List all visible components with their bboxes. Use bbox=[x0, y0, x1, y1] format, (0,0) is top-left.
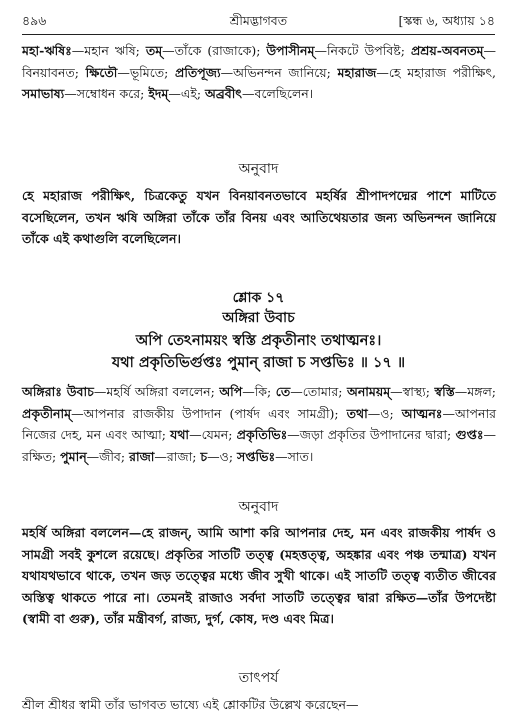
synonym-separator: — bbox=[241, 86, 255, 101]
synonym-term: যথা bbox=[170, 427, 190, 442]
synonym-meaning: এই; bbox=[180, 86, 206, 101]
synonym-separator: — bbox=[314, 43, 327, 58]
synonyms-verse bbox=[22, 381, 496, 467]
synonym-separator: — bbox=[93, 384, 107, 399]
synonym-meaning: যেমন; bbox=[201, 427, 237, 442]
verse-line-1: অপি তেঽনাময়ং স্বস্তি প্রকৃতীনাং তথাত্মনঃ। bbox=[135, 332, 382, 349]
synonym-meaning: নিকটে উপবিষ্ট; bbox=[326, 43, 411, 58]
synonym-separator: — bbox=[275, 448, 288, 464]
synonym-term: সপ্তভিঃ bbox=[237, 448, 276, 464]
synonym-term: অঙ্গিরাঃ উবাচ bbox=[22, 384, 94, 399]
synonym-term: ক্ষিতৌ bbox=[85, 64, 118, 80]
synonym-term: চ bbox=[200, 448, 208, 464]
synonym-meaning: জড়া প্রকৃতির উপাদানের দ্বারা; bbox=[299, 427, 456, 442]
synonym-term: তথা bbox=[346, 405, 368, 421]
synonym-separator: — bbox=[71, 405, 84, 421]
translation-text: মহর্ষি অঙ্গিরা বললেন—হে রাজন্, আমি আশা করি আপনার দেহ, মন এবং রাজকীয় পার্ষদ ও সামগ্রী সবই কুশলে রয়েছে। প্রকৃতির সাতটি তত্ত্ব (মহত্তত্ত্ব, অহঙ্কার এবং পঞ্চ তন্মাত্র) যখন যথাযথভাবে থাকে, তখন জড় তত্ত্বের মধ্যে জীব সুখী থাকে। এই সাতটি তত্ত্ব ব্যতীত জীবের অস্তিত্ব থাকতে পারে না। তেমনই রাজাও সর্বদা সাতটি তত্ত্বের দ্বারা রক্ষিত—তাঁর উপদেষ্টা (স্বামী বা গুরু), তাঁর মন্ত্রীবর্গ, রাজ্য, দুর্গ, কোষ, দণ্ড এবং মিত্র। bbox=[22, 525, 496, 626]
synonym-term: ইদম্ bbox=[148, 86, 169, 101]
header-rule bbox=[22, 34, 495, 35]
synonym-term: স্বস্তি bbox=[434, 384, 455, 399]
synonym-meaning: বলেছিলেন। bbox=[254, 86, 314, 101]
page-number: ৪৯৬ bbox=[22, 13, 47, 28]
synonym-separator: — bbox=[117, 64, 130, 80]
synonym-separator: — bbox=[242, 384, 255, 399]
synonym-separator: — bbox=[376, 64, 389, 80]
synonym-meaning: সম্বোধন করে; bbox=[76, 86, 149, 101]
synonym-meaning: সাত। bbox=[287, 448, 314, 464]
synonym-separator: — bbox=[287, 427, 300, 442]
synonym-meaning: বিনয়াবনত; bbox=[22, 64, 86, 80]
synonym-meaning: হে মহারাজ পরীক্ষিৎ, bbox=[388, 64, 496, 80]
synonym-separator: — bbox=[483, 43, 496, 58]
synonym-meaning: ও; bbox=[219, 448, 238, 464]
synonym-separator: — bbox=[64, 86, 77, 101]
verse-speaker: অঙ্গিরা উবাচ bbox=[222, 310, 295, 326]
synonym-meaning: ভূমিতে; bbox=[129, 64, 175, 80]
synonym-meaning: রাজা; bbox=[166, 448, 201, 464]
synonym-meaning: তোমার; bbox=[302, 384, 347, 399]
synonym-meaning: মহর্ষি অঙ্গিরা বললেন; bbox=[106, 384, 220, 399]
synonym-term: গুপ্তঃ bbox=[455, 427, 484, 442]
synonym-meaning: মঙ্গল; bbox=[467, 384, 496, 399]
synonym-separator: — bbox=[454, 384, 468, 399]
synonym-term: অপি bbox=[219, 384, 243, 399]
synonym-meaning: কি; bbox=[254, 384, 276, 399]
synonym-term: পুমান্ bbox=[60, 448, 87, 464]
synonym-separator: — bbox=[220, 64, 234, 80]
synonym-term: মহারাজ bbox=[337, 64, 377, 80]
synonym-separator: — bbox=[442, 405, 455, 421]
synonym-separator: — bbox=[367, 405, 381, 421]
synonym-meaning: অভিনন্দন জানিয়ে; bbox=[233, 64, 338, 80]
synonym-term: উপাসীনম্ bbox=[266, 43, 315, 58]
synonyms-top bbox=[22, 40, 496, 105]
verse-heading: শ্লোক ১৭ bbox=[232, 290, 285, 306]
synonym-term: প্রকৃতিভিঃ bbox=[236, 427, 288, 442]
synonym-separator: — bbox=[390, 384, 403, 399]
synonym-meaning: রক্ষিত; bbox=[22, 448, 61, 464]
book-title: শ্রীমদ্ভাগবত bbox=[229, 13, 288, 28]
synonym-separator: — bbox=[154, 448, 167, 464]
synonym-term: প্রকৃতীনাম্ bbox=[22, 405, 72, 421]
synonym-meaning: স্বাস্থ্য; bbox=[402, 384, 435, 399]
synonym-meaning: তাঁকে (রাজাকে); bbox=[174, 43, 267, 58]
synonym-meaning: আপনার রাজকীয় উপাদান (পার্ষদ এবং সামগ্রী); bbox=[83, 405, 347, 421]
purport-heading: তাৎপর্য bbox=[238, 670, 279, 686]
synonym-term: অনাময়ম্ bbox=[347, 384, 391, 399]
synonym-meaning: মহান ঋষি; bbox=[84, 43, 146, 58]
synonym-separator: — bbox=[168, 86, 181, 101]
purport-text: শ্রীল শ্রীধর স্বামী তাঁর ভাগবত ভাষ্যে এই শ্লোকটির উল্লেখ করেছেন— bbox=[22, 697, 359, 712]
translation-text: হে মহারাজ পরীক্ষিৎ, চিত্রকেতু যখন বিনয়াবনতভাবে মহর্ষির শ্রীপাদপদ্মের পাশে মাটিতে বসেছিলেন, তখন ঋষি অঙ্গিরা তাঁকে তাঁর বিনয় এবং আতিথেয়তার জন্য অভিনন্দন জানিয়ে তাঁকে এই কথাগুলি বলেছিলেন। bbox=[22, 188, 496, 246]
synonym-meaning: আপনার নিজের দেহ, মন এবং আত্মা; bbox=[22, 405, 496, 442]
synonym-separator: — bbox=[71, 43, 85, 58]
synonym-separator: — bbox=[86, 448, 100, 464]
synonym-term: প্রতিপূজ্য bbox=[174, 64, 221, 80]
synonym-separator: — bbox=[189, 427, 202, 442]
translation-heading: অনুবাদ bbox=[238, 499, 279, 515]
synonym-term: তে bbox=[275, 384, 291, 399]
synonym-term: মহা-ঋষিঃ bbox=[22, 43, 72, 58]
page-header bbox=[22, 10, 495, 32]
synonym-term: অব্রবীৎ bbox=[205, 86, 242, 101]
synonym-term: প্রশ্রয়-অবনতম্ bbox=[410, 43, 484, 58]
synonym-meaning: ও; bbox=[380, 405, 402, 421]
synonym-separator: — bbox=[162, 43, 175, 58]
synonym-separator: — bbox=[290, 384, 303, 399]
chapter-reference: [স্কন্ধ ৬, অধ্যায় ১৪ bbox=[398, 13, 495, 28]
synonym-term: রাজা bbox=[129, 448, 155, 464]
synonym-term: সমাভাষ্য bbox=[22, 86, 65, 101]
verse-line-2: যথা প্রকৃতিভির্গুপ্তঃ পুমান্ রাজা চ সপ্তভিঃ ॥ ১৭ ॥ bbox=[111, 354, 406, 371]
synonym-term: তম্ bbox=[145, 43, 163, 58]
synonym-meaning: জীব; bbox=[99, 448, 130, 464]
synonym-separator: — bbox=[483, 427, 496, 442]
translation-heading: অনুবাদ bbox=[238, 161, 279, 177]
synonym-separator: — bbox=[207, 448, 220, 464]
synonym-term: আত্মনঃ bbox=[401, 405, 443, 421]
